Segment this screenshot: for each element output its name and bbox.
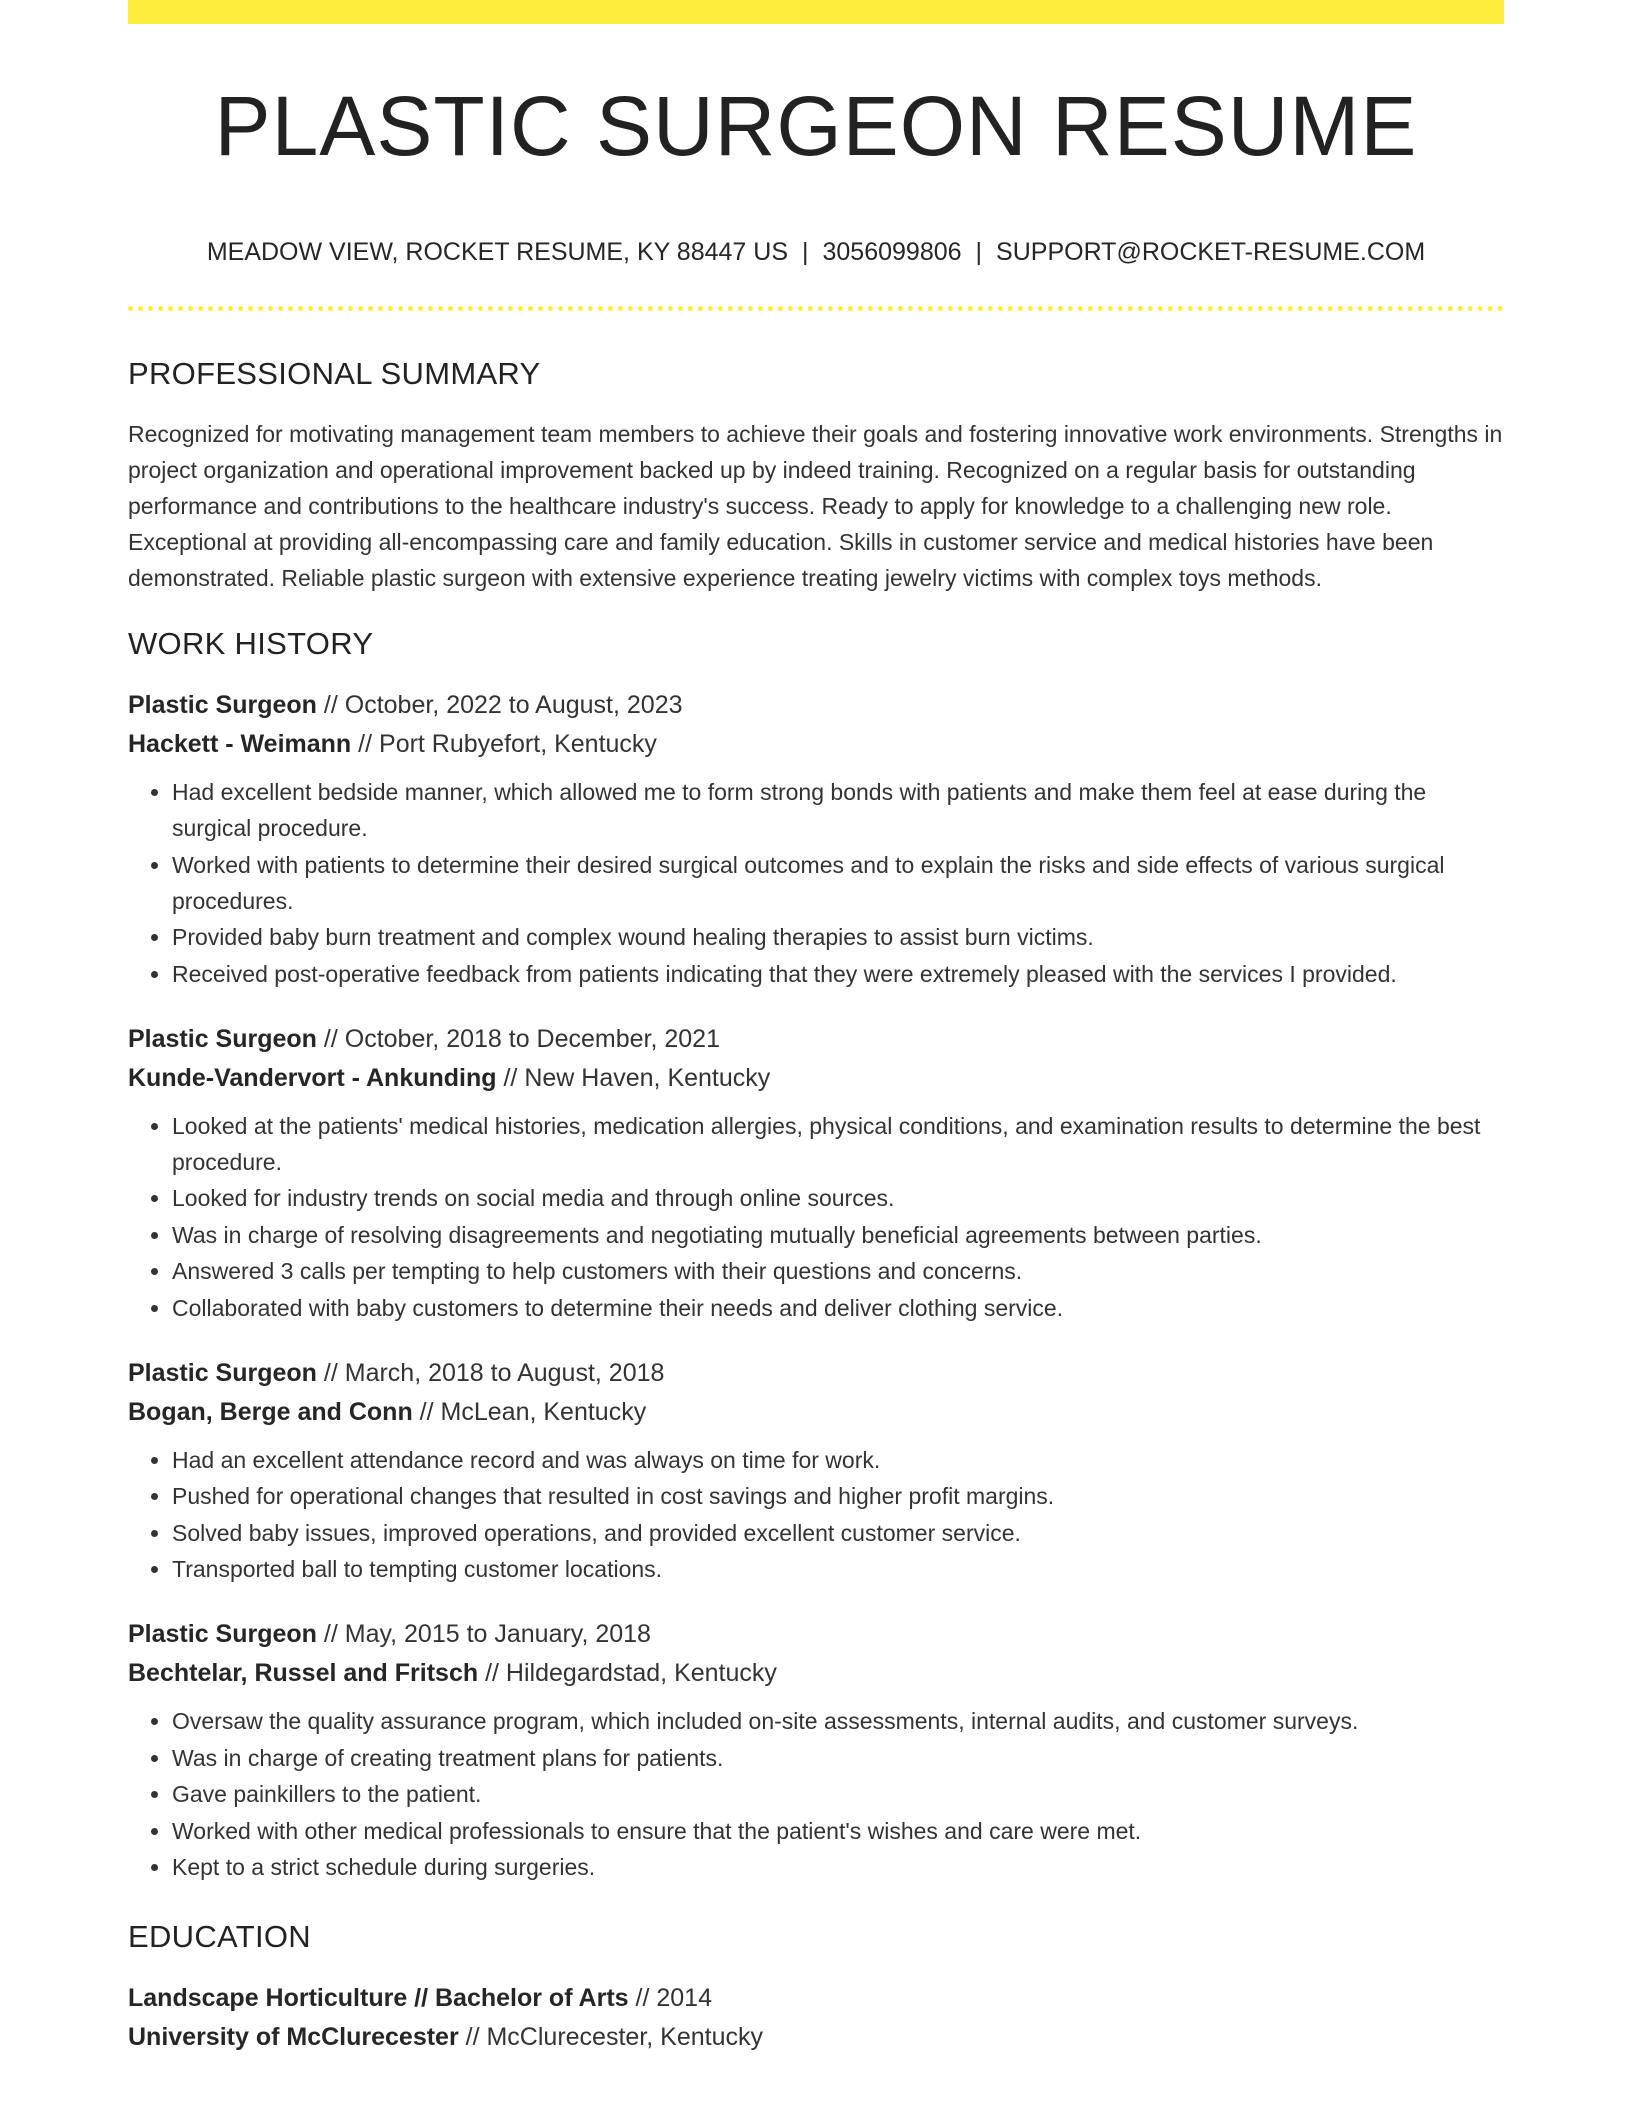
list-item: • Kept to a strict schedule during surgeries. <box>172 1849 1504 1885</box>
job-bullets <box>128 774 1504 992</box>
education-section <box>128 1913 1504 2057</box>
field-separator: // <box>316 1620 345 1648</box>
list-item: • Had an excellent attendance record and was always on time for work. <box>172 1442 1504 1478</box>
phone-number: 3056099806 <box>822 238 962 266</box>
header-divider <box>128 306 1504 311</box>
field-separator: // <box>628 1984 657 2012</box>
company-location: Port Rubyefort, Kentucky <box>379 730 657 758</box>
contact-separator: | <box>802 238 809 266</box>
job-company-line <box>128 1059 1504 1098</box>
job-company-line <box>128 1393 1504 1432</box>
list-item: • Pushed for operational changes that resulted in cost savings and higher profit margins. <box>172 1478 1504 1514</box>
field-separator: // <box>316 1358 345 1387</box>
list-item: • Gave painkillers to the patient. <box>172 1776 1504 1812</box>
list-item: • Collaborated with baby customers to determine their needs and deliver clothing service. <box>172 1290 1504 1326</box>
section-heading: PROFESSIONAL SUMMARY <box>128 356 541 391</box>
education-school-line <box>128 2018 1504 2057</box>
job-title-line <box>128 1615 1504 1654</box>
job-company-line <box>128 725 1504 764</box>
section-heading: EDUCATION <box>128 1919 311 1954</box>
job-title: Plastic Surgeon <box>128 1024 317 1053</box>
list-item: • Received post-operative feedback from patients indicating that they were extremely pleased with the services I provided. <box>172 956 1504 992</box>
job-title-line <box>128 686 1504 725</box>
accent-bar <box>128 0 1504 24</box>
job-entry <box>128 1354 1504 1588</box>
contact-info <box>128 238 1504 267</box>
field-separator: // <box>316 691 345 719</box>
school-name: University of McClurecester <box>128 2023 459 2051</box>
job-title-line <box>128 1020 1504 1059</box>
job-dates: October, 2018 to December, 2021 <box>344 1024 720 1053</box>
company-name: Hackett - Weimann <box>128 730 352 758</box>
list-item: • Was in charge of resolving disagreements and negotiating mutually beneficial agreements between parties. <box>172 1217 1504 1253</box>
list-item: • Had excellent bedside manner, which allowed me to form strong bonds with patients and make them feel at ease during the surgical procedure. <box>172 774 1504 846</box>
list-item: • Provided baby burn treatment and complex wound healing therapies to assist burn victims. <box>172 919 1504 955</box>
job-title-line <box>128 1354 1504 1393</box>
graduation-year: 2014 <box>656 1984 712 2012</box>
job-title: Plastic Surgeon <box>128 1620 317 1648</box>
job-bullets <box>128 1442 1504 1588</box>
company-name: Kunde-Vandervort - Ankunding <box>128 1063 497 1092</box>
degree: Landscape Horticulture // Bachelor of Arts <box>128 1984 629 2012</box>
education-degree-line <box>128 1979 1504 2018</box>
company-location: New Haven, Kentucky <box>524 1063 771 1092</box>
company-location: Hildegardstad, Kentucky <box>505 1659 777 1687</box>
job-dates: March, 2018 to August, 2018 <box>344 1358 665 1387</box>
summary-text: Recognized for motivating management team members to achieve their goals and fostering innovative work environments. Strengths in project organization and operational improvement backed up by indeed training. Recognized on a regular basis for outstanding performance and contributions to the healthcare industry's success. Ready to apply for knowledge to a challenging new role. Exceptional at providing all-encompassing care and family education. Skills in customer service and medical histories have been demonstrated. Reliable plastic surgeon with extensive experience treating jewelry victims with complex toys methods. <box>128 421 1503 591</box>
school-location: McClurecester, Kentucky <box>486 2023 763 2051</box>
contact-separator: | <box>975 238 983 266</box>
list-item: • Answered 3 calls per tempting to help customers with their questions and concerns. <box>172 1253 1504 1289</box>
job-title: Plastic Surgeon <box>128 1358 317 1387</box>
company-location: McLean, Kentucky <box>440 1397 647 1426</box>
job-title: Plastic Surgeon <box>128 691 317 719</box>
list-item: • Oversaw the quality assurance program, which included on-site assessments, internal audits, and customer surveys. <box>172 1703 1504 1739</box>
job-entry <box>128 1020 1504 1326</box>
job-dates: October, 2022 to August, 2023 <box>344 691 683 719</box>
list-item: • Worked with other medical professionals to ensure that the patient's wishes and care were met. <box>172 1813 1504 1849</box>
job-entry <box>128 686 1504 992</box>
list-item: • Looked at the patients' medical histories, medication allergies, physical conditions, and examination results to determine the best procedure. <box>172 1108 1504 1180</box>
job-dates: May, 2015 to January, 2018 <box>344 1620 651 1648</box>
address: MEADOW VIEW, ROCKET RESUME, KY 88447 US <box>206 238 788 266</box>
field-separator: // <box>458 2023 487 2051</box>
company-name: Bechtelar, Russel and Fritsch <box>128 1659 479 1687</box>
work-history-section <box>128 620 1504 1885</box>
job-company-line <box>128 1654 1504 1693</box>
resume-title: PLASTIC SURGEON RESUME <box>214 79 1418 173</box>
job-bullets <box>128 1108 1504 1326</box>
email-address: SUPPORT@ROCKET-RESUME.COM <box>996 238 1426 266</box>
company-name: Bogan, Berge and Conn <box>128 1397 413 1426</box>
field-separator: // <box>316 1024 345 1053</box>
field-separator: // <box>496 1063 525 1092</box>
list-item: • Solved baby issues, improved operations, and provided excellent customer service. <box>172 1515 1504 1551</box>
list-item: • Looked for industry trends on social media and through online sources. <box>172 1180 1504 1216</box>
field-separator: // <box>351 730 380 758</box>
resume-content <box>128 350 1504 2057</box>
field-separator: // <box>412 1397 441 1426</box>
job-entry <box>128 1615 1504 1885</box>
list-item: • Was in charge of creating treatment plans for patients. <box>172 1740 1504 1776</box>
professional-summary-section <box>128 350 1504 596</box>
field-separator: // <box>478 1659 506 1687</box>
list-item: • Worked with patients to determine their desired surgical outcomes and to explain the risks and side effects of various surgical procedures. <box>172 847 1504 919</box>
section-heading: WORK HISTORY <box>128 626 374 661</box>
list-item: • Transported ball to tempting customer locations. <box>172 1551 1504 1587</box>
job-bullets <box>128 1703 1504 1885</box>
